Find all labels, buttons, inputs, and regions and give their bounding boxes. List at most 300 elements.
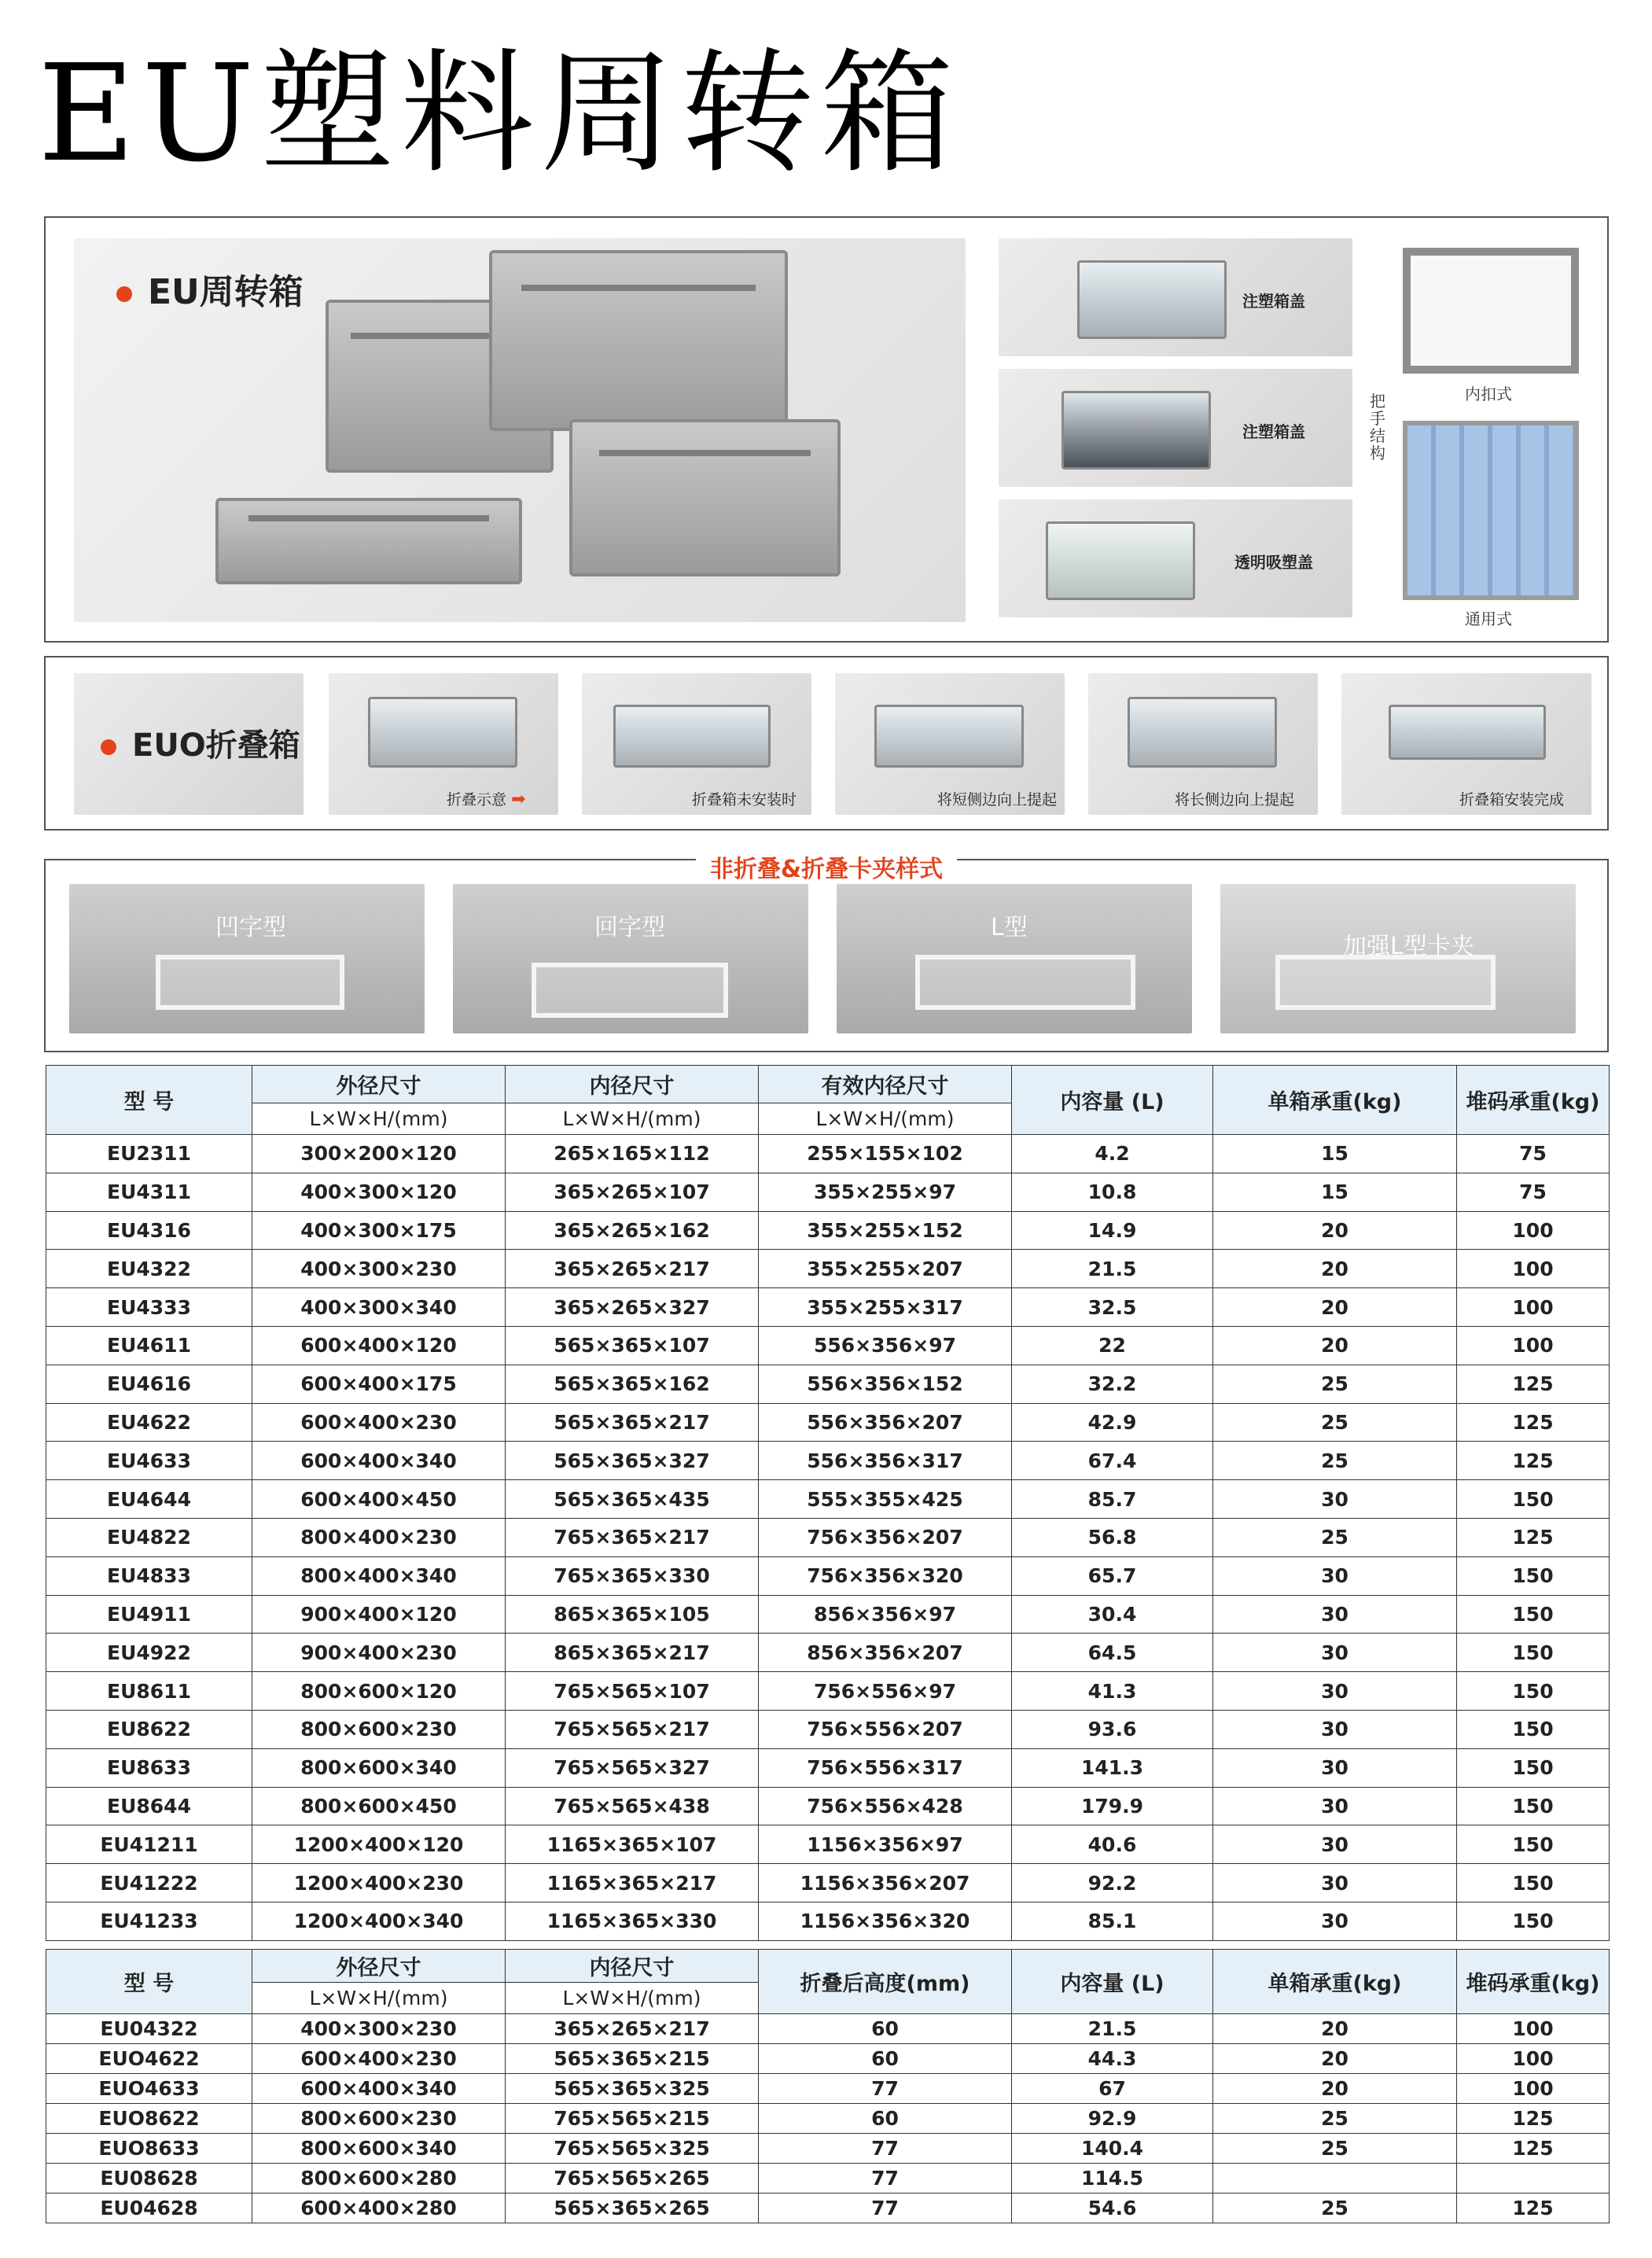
- table-cell: 150: [1457, 1748, 1610, 1787]
- table-cell: EU41233: [46, 1902, 252, 1940]
- table-cell: 565×365×325: [506, 2074, 759, 2104]
- fold-step-image: [1128, 697, 1277, 768]
- table-cell: 60: [759, 2044, 1012, 2074]
- table-cell: 25: [1213, 1442, 1457, 1480]
- table-cell: 93.6: [1012, 1710, 1213, 1748]
- col-header-folded-height: 折叠后高度(mm): [759, 1950, 1012, 2014]
- fold-step-caption: 将短侧边向上提起: [937, 791, 1058, 809]
- table-cell: 565×365×327: [506, 1442, 759, 1480]
- clip-style-label: 凹字型: [215, 914, 286, 941]
- table-cell: EU08628: [46, 2164, 252, 2194]
- table-cell: 150: [1457, 1672, 1610, 1711]
- table-cell: 300×200×120: [252, 1135, 506, 1173]
- table-cell: 756×556×428: [759, 1787, 1012, 1825]
- table-cell: 25: [1213, 2194, 1457, 2223]
- table-cell: 900×400×120: [252, 1595, 506, 1634]
- table-cell: 100: [1457, 1288, 1610, 1327]
- table-cell: 150: [1457, 1595, 1610, 1634]
- table-row: [46, 1518, 1610, 1556]
- table-row: [46, 1902, 1610, 1940]
- col-header-model: 型 号: [46, 1950, 252, 2014]
- table-cell: 20: [1213, 2014, 1457, 2044]
- table-cell: 150: [1457, 1710, 1610, 1748]
- table-cell: 600×400×450: [252, 1480, 506, 1519]
- table-cell: 25: [1213, 2104, 1457, 2134]
- table-cell: 1165×365×330: [506, 1902, 759, 1940]
- table-cell: 30: [1213, 1634, 1457, 1672]
- table-row: [46, 2044, 1610, 2074]
- table-cell: 20: [1213, 2044, 1457, 2074]
- col-header-unit: L×W×H/(mm): [252, 1983, 506, 2014]
- table-cell: 600×400×120: [252, 1326, 506, 1365]
- table-cell: 125: [1457, 1403, 1610, 1442]
- table-cell: 125: [1457, 1518, 1610, 1556]
- table-cell: 54.6: [1012, 2194, 1213, 2223]
- table-cell: 125: [1457, 2104, 1610, 2134]
- fold-step-caption: 将长侧边向上提起: [1175, 791, 1295, 809]
- clip-section-panel: [44, 856, 1609, 1052]
- table-cell: EU4333: [46, 1288, 252, 1327]
- table-cell: 14.9: [1012, 1211, 1213, 1250]
- col-header-outer: 外径尺寸: [252, 1066, 506, 1103]
- table-cell: 77: [759, 2194, 1012, 2223]
- table-cell: EU4611: [46, 1326, 252, 1365]
- clip-style-photo: [453, 884, 808, 1033]
- table-cell: EU04628: [46, 2194, 252, 2223]
- table-row: [46, 1326, 1610, 1365]
- table-cell: 400×300×120: [252, 1173, 506, 1211]
- lid-photo: [999, 369, 1352, 487]
- table-cell: 100: [1457, 1250, 1610, 1288]
- table-cell: 4.2: [1012, 1135, 1213, 1173]
- table-cell: 65.7: [1012, 1556, 1213, 1595]
- table-cell: 150: [1457, 1902, 1610, 1940]
- table-cell: 30: [1213, 1710, 1457, 1748]
- table-row: [46, 1135, 1610, 1173]
- euo-section-label: EUO折叠箱: [101, 720, 300, 765]
- table-row: [46, 1365, 1610, 1403]
- table-cell: 77: [759, 2164, 1012, 2194]
- table-cell: 22: [1012, 1326, 1213, 1365]
- table-cell: 1156×356×320: [759, 1902, 1012, 1940]
- table-cell: 42.9: [1012, 1403, 1213, 1442]
- box-image: [489, 250, 788, 431]
- table-cell: 1156×356×207: [759, 1864, 1012, 1903]
- euo-spec-table: [46, 1949, 1610, 2223]
- table-cell: 800×400×340: [252, 1556, 506, 1595]
- table-cell: 150: [1457, 1480, 1610, 1519]
- table-cell: 44.3: [1012, 2044, 1213, 2074]
- handle-type-label: 内扣式: [1465, 385, 1512, 403]
- table-cell: 30: [1213, 1556, 1457, 1595]
- table-cell: EU4616: [46, 1365, 252, 1403]
- clip-style-image: [532, 963, 728, 1018]
- col-header-unit: L×W×H/(mm): [252, 1103, 506, 1135]
- table-cell: 30: [1213, 1595, 1457, 1634]
- col-header-inner: 内径尺寸: [506, 1950, 759, 1983]
- table-cell: EU41222: [46, 1864, 252, 1903]
- table-row: [46, 1710, 1610, 1748]
- table-cell: 600×400×340: [252, 2074, 506, 2104]
- table-cell: 400×300×230: [252, 2014, 506, 2044]
- clip-style-image: [915, 955, 1135, 1010]
- table-cell: EU4316: [46, 1211, 252, 1250]
- table-cell: EU4833: [46, 1556, 252, 1595]
- bullet-icon: [116, 286, 132, 302]
- table-cell: 800×600×340: [252, 2134, 506, 2164]
- lid-label: 注塑箱盖: [1242, 422, 1305, 441]
- fold-step-caption: 折叠示意 ➡: [447, 790, 526, 809]
- table-cell: 765×565×107: [506, 1672, 759, 1711]
- table-cell: 92.2: [1012, 1864, 1213, 1903]
- table-cell: 67.4: [1012, 1442, 1213, 1480]
- table-cell: 30: [1213, 1672, 1457, 1711]
- table-row: [46, 1595, 1610, 1634]
- table-cell: EU8633: [46, 1748, 252, 1787]
- lid-image: [1077, 260, 1227, 339]
- table-row: [46, 1442, 1610, 1480]
- table-cell: 355×255×152: [759, 1211, 1012, 1250]
- table-cell: [1213, 2164, 1457, 2194]
- euo-spec-table-body: [46, 2014, 1610, 2223]
- eu-section-panel: [44, 216, 1609, 643]
- eu-spec-table-body: [46, 1135, 1610, 1941]
- table-cell: 30: [1213, 1902, 1457, 1940]
- table-cell: 400×300×340: [252, 1288, 506, 1327]
- table-row: [46, 2164, 1610, 2194]
- table-cell: 900×400×230: [252, 1634, 506, 1672]
- table-cell: 565×365×435: [506, 1480, 759, 1519]
- table-cell: 600×400×230: [252, 2044, 506, 2074]
- table-cell: 400×300×230: [252, 1250, 506, 1288]
- table-cell: 125: [1457, 2134, 1610, 2164]
- table-cell: 140.4: [1012, 2134, 1213, 2164]
- table-cell: 32.5: [1012, 1288, 1213, 1327]
- table-row: [46, 2104, 1610, 2134]
- col-header-effective: 有效内径尺寸: [759, 1066, 1012, 1103]
- table-cell: 765×565×217: [506, 1710, 759, 1748]
- table-cell: 92.9: [1012, 2104, 1213, 2134]
- fold-step-image: [874, 705, 1024, 768]
- table-cell: 556×356×317: [759, 1442, 1012, 1480]
- table-row: [46, 1672, 1610, 1711]
- table-cell: EU4911: [46, 1595, 252, 1634]
- table-cell: 1165×365×107: [506, 1825, 759, 1864]
- box-image: [569, 419, 841, 576]
- table-cell: 1200×400×230: [252, 1864, 506, 1903]
- box-image: [215, 498, 522, 584]
- table-row: [46, 1173, 1610, 1211]
- lid-label: 透明吸塑盖: [1234, 553, 1313, 572]
- table-cell: 800×600×280: [252, 2164, 506, 2194]
- fold-step-photo: [329, 673, 558, 815]
- table-row: [46, 2014, 1610, 2044]
- table-cell: EU4922: [46, 1634, 252, 1672]
- table-cell: EU8622: [46, 1710, 252, 1748]
- table-cell: 565×365×217: [506, 1403, 759, 1442]
- table-cell: EU8644: [46, 1787, 252, 1825]
- table-cell: EU4322: [46, 1250, 252, 1288]
- table-cell: 856×356×97: [759, 1595, 1012, 1634]
- table-cell: 77: [759, 2074, 1012, 2104]
- col-header-load: 单箱承重(kg): [1213, 1950, 1457, 2014]
- table-cell: 800×600×230: [252, 2104, 506, 2134]
- col-header-unit: L×W×H/(mm): [506, 1103, 759, 1135]
- col-header-outer: 外径尺寸: [252, 1950, 506, 1983]
- table-cell: 765×565×325: [506, 2134, 759, 2164]
- table-cell: 365×265×107: [506, 1173, 759, 1211]
- table-cell: 41.3: [1012, 1672, 1213, 1711]
- table-cell: 32.2: [1012, 1365, 1213, 1403]
- table-cell: 77: [759, 2134, 1012, 2164]
- table-cell: 21.5: [1012, 1250, 1213, 1288]
- table-cell: 265×165×112: [506, 1135, 759, 1173]
- clip-style-photo: [837, 884, 1192, 1033]
- clip-section-title: 非折叠&折叠卡夹样式: [46, 849, 1607, 884]
- fold-step-caption: 折叠箱未安装时: [692, 791, 797, 809]
- table-cell: 400×300×175: [252, 1211, 506, 1250]
- table-cell: EU4822: [46, 1518, 252, 1556]
- table-cell: EU4622: [46, 1403, 252, 1442]
- table-cell: EUO8633: [46, 2134, 252, 2164]
- lid-label: 注塑箱盖: [1242, 292, 1305, 311]
- clip-style-photo: [1220, 884, 1576, 1033]
- table-cell: 765×365×330: [506, 1556, 759, 1595]
- table-cell: 30: [1213, 1825, 1457, 1864]
- table-cell: 600×400×230: [252, 1403, 506, 1442]
- table-cell: 20: [1213, 1326, 1457, 1365]
- clip-style-image: [156, 955, 344, 1010]
- table-cell: 600×400×280: [252, 2194, 506, 2223]
- table-cell: 125: [1457, 2194, 1610, 2223]
- table-cell: 355×255×97: [759, 1173, 1012, 1211]
- table-row: [46, 1480, 1610, 1519]
- table-cell: 150: [1457, 1634, 1610, 1672]
- table-cell: EU04322: [46, 2014, 252, 2044]
- table-cell: 30.4: [1012, 1595, 1213, 1634]
- table-cell: 114.5: [1012, 2164, 1213, 2194]
- table-row: [46, 2194, 1610, 2223]
- table-cell: EU41211: [46, 1825, 252, 1864]
- fold-step-photo: [582, 673, 811, 815]
- fold-step-photo: [1088, 673, 1318, 815]
- lid-image: [1046, 521, 1195, 600]
- table-cell: 20: [1213, 1288, 1457, 1327]
- table-cell: 756×556×317: [759, 1748, 1012, 1787]
- eu-spec-table: [46, 1065, 1610, 1941]
- table-cell: 365×265×217: [506, 1250, 759, 1288]
- table-cell: 30: [1213, 1864, 1457, 1903]
- table-cell: EUO4622: [46, 2044, 252, 2074]
- table-cell: 600×400×340: [252, 1442, 506, 1480]
- table-cell: 765×365×217: [506, 1518, 759, 1556]
- table-cell: EUO8622: [46, 2104, 252, 2134]
- table-cell: 1200×400×120: [252, 1825, 506, 1864]
- handle-structure-label: 把手结构: [1370, 392, 1385, 462]
- table-cell: 765×565×215: [506, 2104, 759, 2134]
- col-header-stack: 堆码承重(kg): [1457, 1066, 1610, 1135]
- table-cell: 800×400×230: [252, 1518, 506, 1556]
- handle-type-label: 通用式: [1465, 610, 1512, 628]
- table-cell: EU4311: [46, 1173, 252, 1211]
- table-cell: 30: [1213, 1748, 1457, 1787]
- table-row: [46, 1748, 1610, 1787]
- table-cell: 20: [1213, 2074, 1457, 2104]
- table-cell: 555×355×425: [759, 1480, 1012, 1519]
- lid-photo: [999, 499, 1352, 617]
- table-cell: 20: [1213, 1250, 1457, 1288]
- table-row: [46, 1250, 1610, 1288]
- eu-section-label: EU周转箱: [116, 263, 304, 314]
- table-cell: 15: [1213, 1135, 1457, 1173]
- table-cell: 1200×400×340: [252, 1902, 506, 1940]
- table-cell: 56.8: [1012, 1518, 1213, 1556]
- table-cell: 150: [1457, 1864, 1610, 1903]
- table-cell: 800×600×230: [252, 1710, 506, 1748]
- arrow-right-icon: ➡: [511, 790, 526, 809]
- table-cell: 565×365×215: [506, 2044, 759, 2074]
- table-cell: EU2311: [46, 1135, 252, 1173]
- table-row: [46, 1864, 1610, 1903]
- table-cell: 800×600×450: [252, 1787, 506, 1825]
- table-cell: 67: [1012, 2074, 1213, 2104]
- table-row: [46, 1288, 1610, 1327]
- table-cell: 1156×356×97: [759, 1825, 1012, 1864]
- table-cell: 100: [1457, 2074, 1610, 2104]
- clip-style-image: [1275, 955, 1496, 1010]
- handle-type-image: [1403, 421, 1579, 600]
- table-cell: 565×365×265: [506, 2194, 759, 2223]
- handle-type-image: [1403, 248, 1579, 374]
- fold-step-caption: 折叠箱安装完成: [1459, 791, 1565, 809]
- table-cell: 150: [1457, 1556, 1610, 1595]
- fold-step-image: [1389, 705, 1546, 760]
- table-cell: 75: [1457, 1173, 1610, 1211]
- table-row: [46, 1556, 1610, 1595]
- table-cell: EU8611: [46, 1672, 252, 1711]
- table-cell: 75: [1457, 1135, 1610, 1173]
- table-cell: 255×155×102: [759, 1135, 1012, 1173]
- col-header-model: 型 号: [46, 1066, 252, 1135]
- table-row: [46, 1634, 1610, 1672]
- bullet-icon: [101, 739, 116, 755]
- clip-style-photo: [69, 884, 425, 1033]
- table-row: [46, 1787, 1610, 1825]
- table-cell: 30: [1213, 1787, 1457, 1825]
- fold-step-image: [368, 697, 517, 768]
- lid-photo: [999, 238, 1352, 356]
- table-cell: 756×556×97: [759, 1672, 1012, 1711]
- table-cell: 556×356×152: [759, 1365, 1012, 1403]
- table-cell: 20: [1213, 1211, 1457, 1250]
- table-cell: 355×255×207: [759, 1250, 1012, 1288]
- table-cell: 125: [1457, 1442, 1610, 1480]
- table-cell: 60: [759, 2014, 1012, 2044]
- table-row: [46, 1211, 1610, 1250]
- page-title: EU塑料周转箱: [38, 36, 961, 192]
- fold-step-image: [613, 705, 771, 768]
- col-header-inner: 内径尺寸: [506, 1066, 759, 1103]
- table-cell: 179.9: [1012, 1787, 1213, 1825]
- table-row: [46, 2074, 1610, 2104]
- fold-step-photo: [1341, 673, 1591, 815]
- table-cell: 565×365×162: [506, 1365, 759, 1403]
- table-cell: 800×600×120: [252, 1672, 506, 1711]
- table-cell: 40.6: [1012, 1825, 1213, 1864]
- col-header-volume: 内容量 (L): [1012, 1066, 1213, 1135]
- table-cell: 765×565×438: [506, 1787, 759, 1825]
- fold-step-photo: [835, 673, 1065, 815]
- table-cell: EU4644: [46, 1480, 252, 1519]
- table-cell: 25: [1213, 1518, 1457, 1556]
- clip-style-label: L型: [991, 914, 1028, 941]
- table-row: [46, 1825, 1610, 1864]
- table-cell: 100: [1457, 2014, 1610, 2044]
- table-cell: 756×356×207: [759, 1518, 1012, 1556]
- table-cell: 765×565×327: [506, 1748, 759, 1787]
- table-row: [46, 1403, 1610, 1442]
- table-cell: 85.7: [1012, 1480, 1213, 1519]
- table-cell: EU4633: [46, 1442, 252, 1480]
- lid-image: [1061, 391, 1211, 470]
- table-cell: 856×356×207: [759, 1634, 1012, 1672]
- table-row: [46, 2134, 1610, 2164]
- table-cell: 800×600×340: [252, 1748, 506, 1787]
- col-header-unit: L×W×H/(mm): [506, 1983, 759, 2014]
- table-cell: 756×556×207: [759, 1710, 1012, 1748]
- table-cell: 100: [1457, 1211, 1610, 1250]
- table-cell: 100: [1457, 1326, 1610, 1365]
- table-cell: 25: [1213, 1403, 1457, 1442]
- table-cell: 865×365×217: [506, 1634, 759, 1672]
- table-cell: 150: [1457, 1787, 1610, 1825]
- table-cell: 756×356×320: [759, 1556, 1012, 1595]
- table-cell: 15: [1213, 1173, 1457, 1211]
- table-cell: EUO4633: [46, 2074, 252, 2104]
- clip-style-label: 加强L型卡夹: [1343, 933, 1474, 960]
- table-cell: 21.5: [1012, 2014, 1213, 2044]
- table-cell: 60: [759, 2104, 1012, 2134]
- table-cell: [1457, 2164, 1610, 2194]
- table-cell: 64.5: [1012, 1634, 1213, 1672]
- table-cell: 100: [1457, 2044, 1610, 2074]
- table-cell: 125: [1457, 1365, 1610, 1403]
- table-cell: 865×365×105: [506, 1595, 759, 1634]
- col-header-volume: 内容量 (L): [1012, 1950, 1213, 2014]
- table-cell: 141.3: [1012, 1748, 1213, 1787]
- table-cell: 25: [1213, 1365, 1457, 1403]
- col-header-stack: 堆码承重(kg): [1457, 1950, 1610, 2014]
- table-cell: 365×265×217: [506, 2014, 759, 2044]
- table-cell: 25: [1213, 2134, 1457, 2164]
- clip-style-label: 回字型: [594, 914, 665, 941]
- table-cell: 365×265×327: [506, 1288, 759, 1327]
- col-header-unit: L×W×H/(mm): [759, 1103, 1012, 1135]
- table-cell: 556×356×207: [759, 1403, 1012, 1442]
- table-cell: 150: [1457, 1825, 1610, 1864]
- table-cell: 1165×365×217: [506, 1864, 759, 1903]
- table-cell: 30: [1213, 1480, 1457, 1519]
- table-cell: 85.1: [1012, 1902, 1213, 1940]
- table-cell: 365×265×162: [506, 1211, 759, 1250]
- table-cell: 355×255×317: [759, 1288, 1012, 1327]
- euo-section-panel: [44, 656, 1609, 831]
- table-cell: 600×400×175: [252, 1365, 506, 1403]
- table-cell: 765×565×265: [506, 2164, 759, 2194]
- col-header-load: 单箱承重(kg): [1213, 1066, 1457, 1135]
- table-cell: 10.8: [1012, 1173, 1213, 1211]
- table-cell: 556×356×97: [759, 1326, 1012, 1365]
